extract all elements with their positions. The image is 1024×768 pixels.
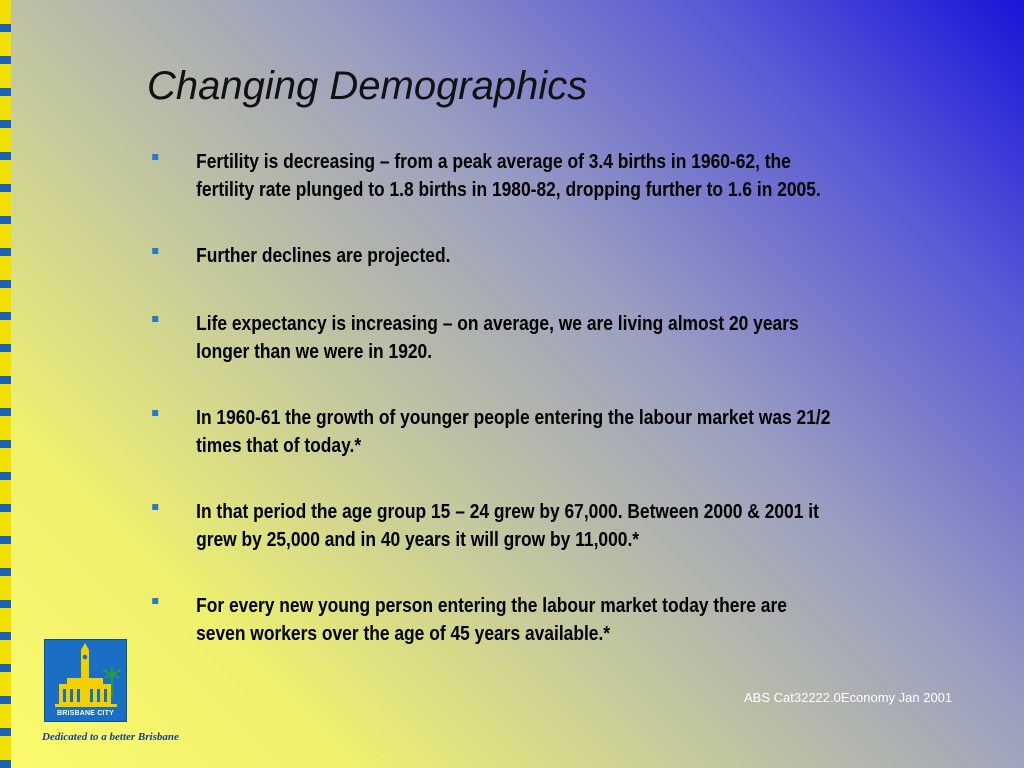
logo-text: BRISBANE CITY <box>56 710 115 717</box>
bullet-text-line: grew by 25,000 and in 40 years it will grow by 11,000.* <box>196 529 640 551</box>
bullet-text-line: Fertility is decreasing – from a peak average of 3.4 births in 1960-62, the <box>196 151 791 173</box>
slide-title: Changing Demographics <box>147 64 588 108</box>
bullet-item <box>150 592 1014 648</box>
bullet-text-line: In 1960-61 the growth of younger people entering the labour market was 21/2 <box>196 407 831 429</box>
bullet-marker-icon <box>152 504 158 510</box>
bullet-list <box>150 148 990 648</box>
bullet-text-line: In that period the age group 15 – 24 grew by 67,000. Between 2000 & 2001 it <box>196 501 819 523</box>
bullet-marker-icon <box>152 410 158 416</box>
bullet-item <box>150 242 1014 270</box>
bullet-text-line: Further declines are projected. <box>196 245 451 267</box>
source-citation: ABS Cat32222.0Economy Jan 2001 <box>744 690 953 705</box>
city-hall-icon <box>45 640 126 721</box>
bullet-marker-icon <box>152 248 158 254</box>
left-decorative-strip <box>0 0 11 768</box>
brisbane-city-logo <box>44 639 127 722</box>
bullet-item <box>150 498 1014 554</box>
bullet-marker-icon <box>152 316 158 322</box>
bullet-item <box>150 404 1014 460</box>
bullet-text-line: Life expectancy is increasing – on average, we are living almost 20 years <box>196 313 799 335</box>
bullet-text-line: seven workers over the age of 45 years available.* <box>196 623 611 645</box>
bullet-text-line: fertility rate plunged to 1.8 births in 1980-82, dropping further to 1.6 in 2005. <box>196 179 821 201</box>
bullet-text-line: longer than we were in 1920. <box>196 341 433 363</box>
bullet-marker-icon <box>152 598 158 604</box>
brand-tagline: Dedicated to a better Brisbane <box>42 731 179 743</box>
bullet-item <box>150 310 1014 366</box>
bullet-marker-icon <box>152 154 158 160</box>
bullet-text-line: For every new young person entering the labour market today there are <box>196 595 787 617</box>
bullet-item <box>150 148 1014 204</box>
bullet-text-line: times that of today.* <box>196 435 362 457</box>
